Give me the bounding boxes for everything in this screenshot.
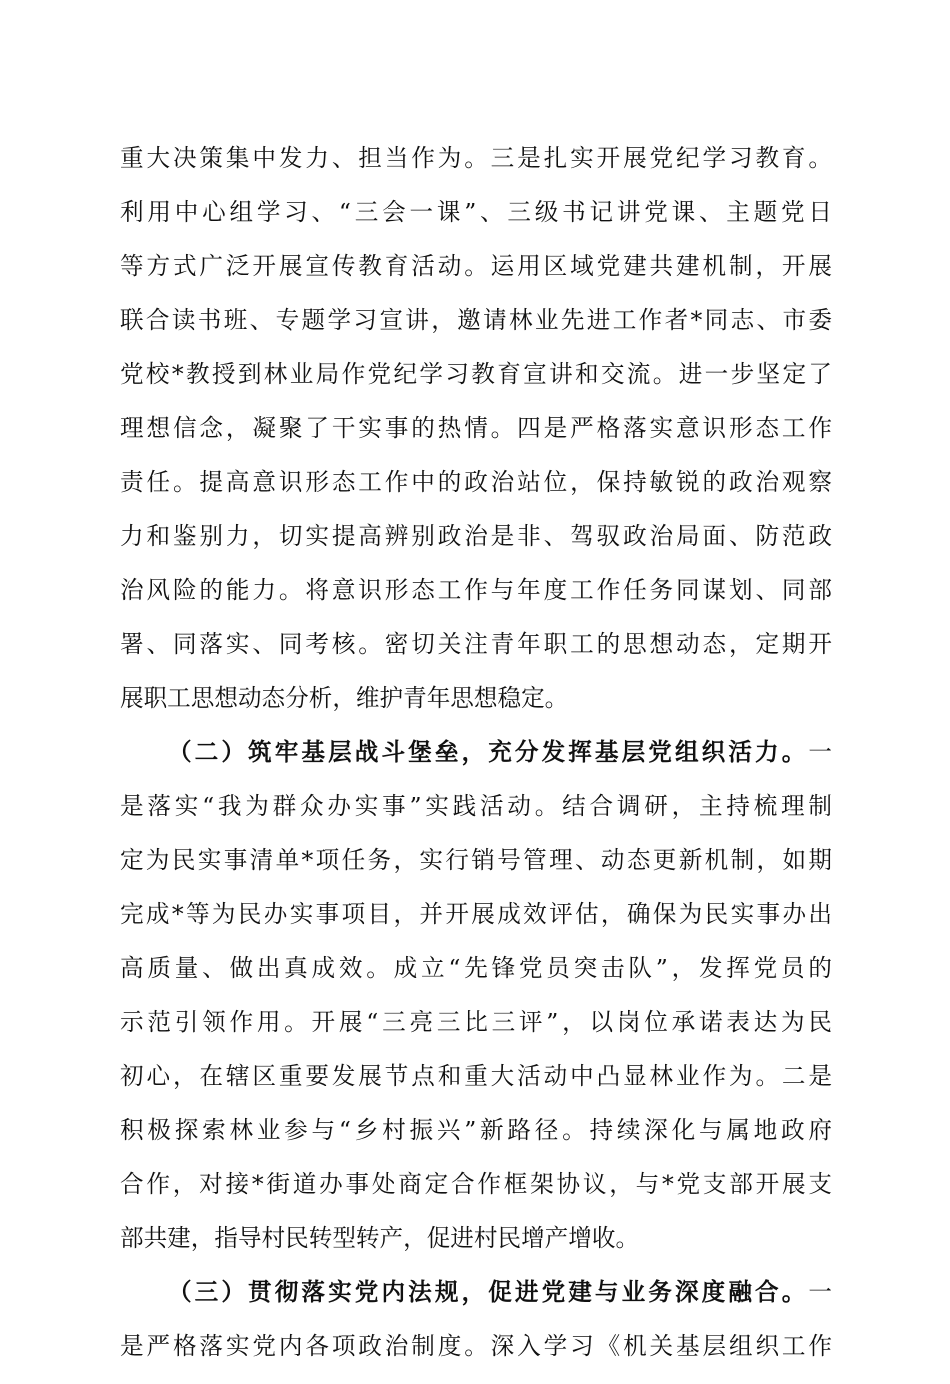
document-body [120,142,832,1384]
text-line: 是落实“我为群众办实事”实践活动。结合调研，主持梳理制 [120,792,832,820]
text-line: 重大决策集中发力、担当作为。三是扎实开展党纪学习教育。 [120,144,832,172]
paragraph-2 [120,736,832,1276]
paragraph-heading-line [120,736,832,790]
section-heading: （三）贯彻落实党内法规，促进党建与业务深度融合。 [168,1278,809,1306]
paragraph-1 [120,142,832,736]
text-line: 示范引领作用。开展“三亮三比三评”，以岗位承诺表达为民 [120,1008,832,1036]
text-line: 展职工思想动态分析，维护青年思想稳定。 [120,684,569,712]
text-line: 利用中心组学习、“三会一课”、三级书记讲党课、主题党日 [120,198,832,226]
section-heading: （二）筑牢基层战斗堡垒，充分发挥基层党组织活力。 [168,738,809,766]
text-line: 治风险的能力。将意识形态工作与年度工作任务同谋划、同部 [120,576,832,604]
text-line: 是严格落实党内各项政治制度。深入学习《机关基层组织工作 [120,1332,832,1360]
text-line: 合作，对接*街道办事处商定合作框架协议，与*党支部开展支 [120,1170,832,1198]
text-line: 党校*教授到林业局作党纪学习教育宣讲和交流。进一步坚定了 [120,360,832,388]
text-line: 署、同落实、同考核。密切关注青年职工的思想动态，定期开 [120,630,832,658]
text-line: 责任。提高意识形态工作中的政治站位，保持敏锐的政治观察 [120,468,832,496]
text-line: 联合读书班、专题学习宣讲，邀请林业先进工作者*同志、市委 [120,306,832,334]
text-run: 一 [808,738,832,766]
text-line: 完成*等为民办实事项目，并开展成效评估，确保为民实事办出 [120,900,832,928]
paragraph-3 [120,1276,832,1384]
text-line: 理想信念，凝聚了干实事的热情。四是严格落实意识形态工作 [120,414,832,442]
text-run: 一 [808,1278,832,1306]
text-line: 部共建，指导村民转型转产，促进村民增产增收。 [120,1224,640,1252]
text-line: 等方式广泛开展宣传教育活动。运用区域党建共建机制，开展 [120,252,832,280]
text-line: 高质量、做出真成效。成立“先锋党员突击队”，发挥党员的 [120,954,832,982]
paragraph-heading-line [120,1276,832,1330]
text-line: 初心，在辖区重要发展节点和重大活动中凸显林业作为。二是 [120,1062,832,1090]
text-line: 力和鉴别力，切实提高辨别政治是非、驾驭政治局面、防范政 [120,522,832,550]
text-line: 积极探索林业参与“乡村振兴”新路径。持续深化与属地政府 [120,1116,832,1144]
text-line: 定为民实事清单*项任务，实行销号管理、动态更新机制，如期 [120,846,832,874]
